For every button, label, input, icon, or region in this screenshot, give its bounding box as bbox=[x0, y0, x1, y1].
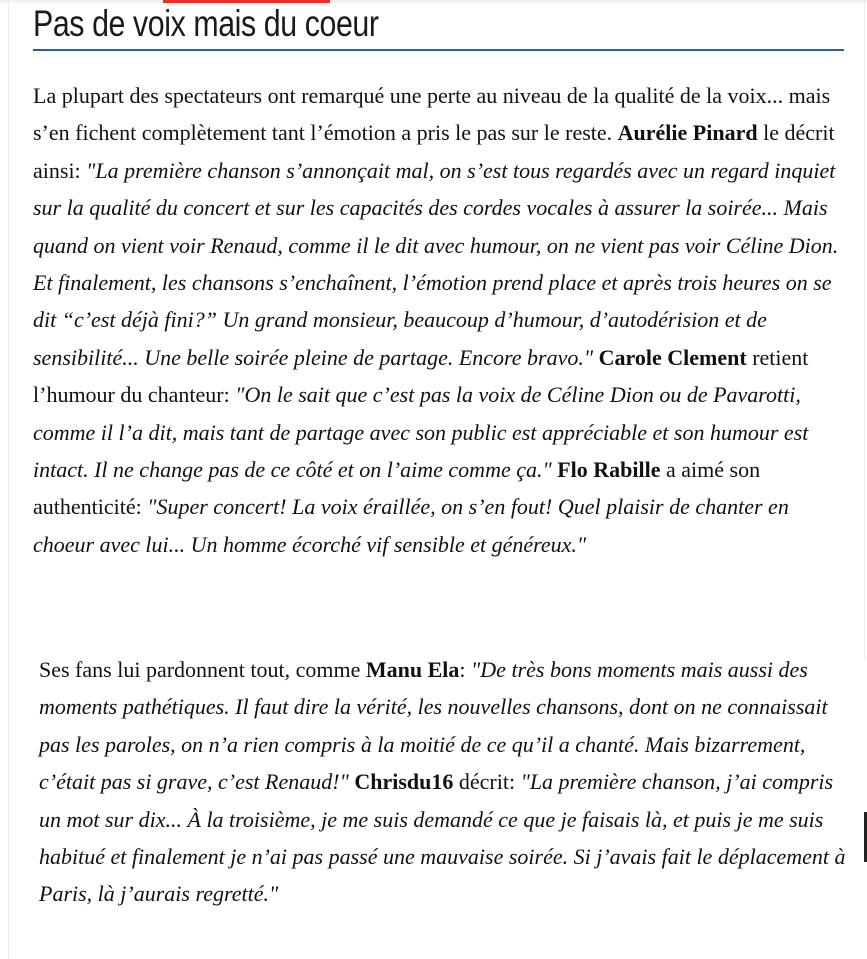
title-underline bbox=[33, 49, 844, 51]
paragraph-intro: Ses fans lui pardonnent tout, comme bbox=[39, 657, 366, 682]
author-colon: : bbox=[459, 657, 472, 682]
left-border bbox=[8, 0, 9, 959]
section-title: Pas de voix mais du coeur bbox=[33, 3, 379, 44]
author-name: Aurélie Pinard bbox=[617, 120, 758, 146]
right-border bbox=[864, 0, 865, 660]
quote: "De très bons moments mais aussi des moments pathétiques. Il faut dire la vérité, les nouvelles chansons, dont on ne connaissait pas les paroles, on n’a rien compris à la moitié de ce qu’il a chanté. Mais bizarrement, c’était pas si grave, c’est Renaud!" bbox=[39, 657, 828, 795]
quote: "La première chanson s’annonçait mal, on s’est tous regardés avec un regard inquiet sur la qualité du concert et sur les capacités des cordes vocales à assurer la soirée... Mais quand on vient voir Renaud, comme il le dit avec humour, on ne vient pas voir Céline Dion. Et finalement, les chansons s’enchaînent, l’émotion prend place et après trois heures on se dit “c’est déjà fini?” Un grand monsieur, beaucoup d’humour, d’autodérision et de sensibilité... Une belle soirée pleine de partage. Encore bravo." bbox=[33, 157, 839, 370]
quote: "On le sait que c’est pas la voix de Céline Dion ou de Pavarotti, comme il l’a dit, mais tant de partage avec son public est appréciable et son humour est intact. Il ne change pas de ce côté et on l’aime comme ça." bbox=[33, 382, 809, 483]
author-verb: a aimé son authenticité: bbox=[33, 457, 761, 520]
author-verb: décrit: bbox=[453, 769, 521, 795]
author-name: Manu Ela bbox=[365, 657, 460, 682]
author-verb: retient l’humour du chanteur: bbox=[33, 344, 809, 408]
author-name: Chrisdu16 bbox=[354, 769, 454, 795]
author-name: Carole Clement bbox=[598, 344, 747, 370]
paragraph-reactions bbox=[33, 77, 845, 563]
author-name: Flo Rabille bbox=[557, 457, 661, 483]
paragraph-fans bbox=[39, 651, 847, 913]
quote: "La première chanson, j’ai compris un mot sur dix... À la troisième, je me suis demandé ce que je faisais là, et puis je me suis habitué et finalement je n’ai pas passé une mauvaise soirée. Si j’avais fait le déplacement à Paris, là j’aurais regretté." bbox=[39, 769, 846, 907]
paragraph-intro: La plupart des spectateurs ont remarqué une perte au niveau de la qualité de la voix... mais s’en fichent complètement tant l’émotion a pris le pas sur le reste. bbox=[33, 83, 831, 146]
quote: "Super concert! La voix éraillée, on s’en fout! Quel plaisir de chanter en choeur avec lui... Un homme écorché vif sensible et généreux." bbox=[33, 494, 789, 557]
author-verb: le décrit ainsi: bbox=[33, 120, 835, 183]
